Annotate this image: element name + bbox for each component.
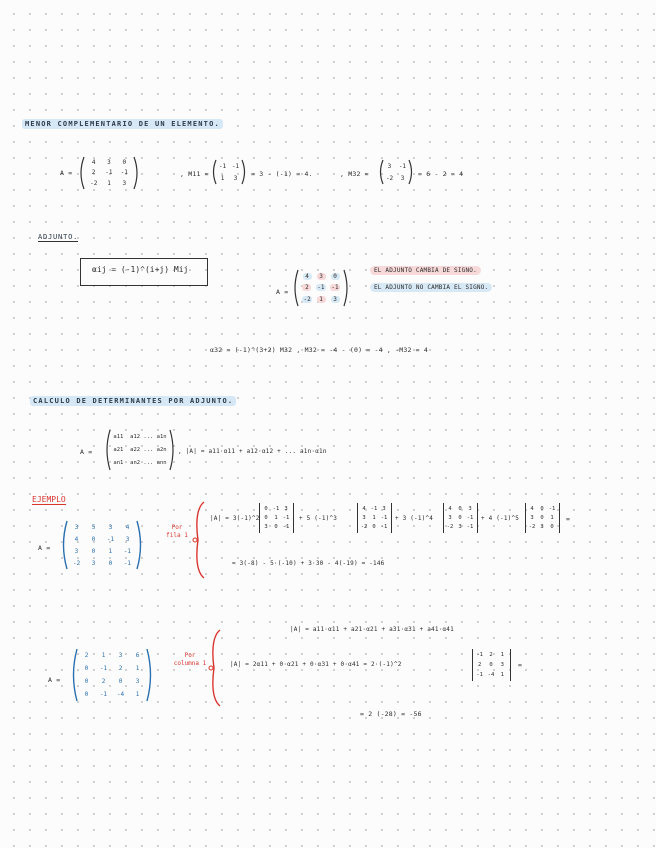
matrix-row <box>359 515 389 521</box>
matrix-cell: 0 <box>372 524 376 531</box>
matrix-cell: 3 <box>284 505 288 512</box>
matrix-cell: 1 <box>220 174 225 182</box>
matrix-cell: -2 <box>446 524 454 531</box>
matrix-cell: 3 <box>387 162 392 170</box>
matrix-row <box>359 524 389 530</box>
ejemplo2-a-label: A = <box>48 676 61 684</box>
matrix-cell: 3 <box>540 524 544 531</box>
matrix-cell: -4 <box>487 672 495 678</box>
matrix-cell: 3 <box>74 547 79 555</box>
matrix-row <box>300 284 342 291</box>
adjunto-a-label: A = <box>276 288 289 296</box>
matrix-cell: 3 <box>362 514 366 521</box>
matrix-cell: 3 <box>74 523 79 531</box>
matrix-cell: 1 <box>274 514 278 521</box>
matrix-cell: 1 <box>135 665 140 672</box>
det-bar <box>559 503 560 533</box>
ejemplo-plus-1: + 5 (-1)^3 <box>299 515 338 522</box>
matrix-row <box>78 678 146 685</box>
matrix-row <box>474 672 508 678</box>
matrix-cell: -2 <box>90 180 98 188</box>
matrix-row <box>527 515 557 521</box>
matrix-cell: 3 <box>400 174 405 182</box>
matrix-cell: -1 <box>99 665 108 672</box>
det-bar <box>293 503 294 533</box>
matrix-cell: 3 <box>122 180 127 188</box>
matrix-cell: 4 <box>362 505 366 512</box>
matrix-cell: an2 ... ann <box>130 460 167 467</box>
section-title-menor: MENOR COMPLEMENTARIO DE UN ELEMENTO. <box>22 119 223 129</box>
matrix-cell: -1 <box>476 652 483 658</box>
matrix-row <box>78 652 146 659</box>
matrix-cell: 1 <box>135 691 140 698</box>
matrix-cell: -1 <box>106 535 115 543</box>
matrix-row <box>445 506 475 512</box>
m32-label: , M32 = <box>340 170 369 178</box>
matrix-row <box>300 273 342 280</box>
det-bar <box>510 649 511 681</box>
matrix-cell: 3 <box>118 652 123 659</box>
matrix-cell: 0 <box>458 505 462 512</box>
sign-cell: -1 <box>317 284 325 292</box>
section-title-adjunto: ADJUNTO. <box>38 233 79 241</box>
sign-cell: 0 <box>331 273 340 280</box>
matrix-row <box>445 524 475 530</box>
matrix-cell: -1 <box>272 505 280 512</box>
sign-cell: 1 <box>317 296 326 303</box>
matrix-cell: -1 <box>548 505 556 512</box>
matrix-row <box>474 662 508 668</box>
det-bar <box>443 503 444 533</box>
matrix-cell: 0 <box>122 158 127 166</box>
matrix-cell: 4 <box>530 505 534 512</box>
matrix-cell: -1 <box>398 162 407 170</box>
matrix-row <box>383 175 409 182</box>
matrix-cell: 4 <box>91 158 96 166</box>
ejemplo2-general: |A| = a11·α11 + a21·α21 + a31·α31 + a41·α41 <box>290 626 454 633</box>
matrix-cell: 1 <box>550 514 554 521</box>
matrix-cell: 0 <box>91 535 96 543</box>
matrix-cell: -1 <box>380 524 388 531</box>
matrix-cell: -1 <box>99 691 108 698</box>
matrix-cell: 0 <box>84 691 89 698</box>
matrix-cell: 2 <box>91 169 96 177</box>
m11-matrix <box>216 160 242 184</box>
matrix-row <box>78 691 146 698</box>
sign-cell: 4 <box>303 273 312 280</box>
matrix-row <box>86 159 132 166</box>
matrix-cell: 3 <box>125 535 130 543</box>
matrix-cell: 3 <box>500 662 504 668</box>
ejemplo2-tail: = <box>518 661 523 669</box>
matrix-cell: an1 <box>113 460 124 467</box>
matrix-cell: 0 <box>118 678 123 685</box>
matrix-row <box>86 180 132 187</box>
ejemplo-a-label: A = <box>38 544 51 552</box>
section-title-calculo: CALCULO DE DETERMINANTES POR ADJUNTO. <box>30 396 236 406</box>
matrix-cell: 1 <box>101 652 106 659</box>
matrix-cell: 4 <box>125 523 130 531</box>
matrix-cell: -1 <box>282 514 290 521</box>
ejemplo-plus-3: + 4 (-1)^5 <box>481 515 520 522</box>
ejemplo-matrix <box>68 521 136 569</box>
matrix-cell: 2 <box>489 652 493 658</box>
matrix-row <box>68 560 136 567</box>
matrix-cell: -1 <box>218 162 227 170</box>
matrix-cell: 1 <box>372 514 376 521</box>
matrix-cell: 3 <box>108 523 113 531</box>
matrix-cell: -1 <box>380 514 388 521</box>
matrix-row <box>110 434 170 440</box>
matrix-cell: -1 <box>123 559 132 567</box>
matrix-row <box>359 506 389 512</box>
matrix-cell: -4 <box>116 691 125 698</box>
matrix-row <box>527 524 557 530</box>
matrix-cell: -1 <box>282 524 290 531</box>
matrix-row <box>261 524 291 530</box>
calculo-a-label: A = <box>80 448 93 456</box>
matrix-cell: a21 <box>113 446 124 453</box>
matrix-cell: 3 <box>468 505 472 512</box>
ejemplo2-brace <box>206 628 222 708</box>
matrix-row <box>86 169 132 176</box>
adjunto-sign-matrix <box>300 271 342 305</box>
ejemplo-annotation: Por fila 1 <box>166 524 188 539</box>
matrix-row <box>216 175 242 182</box>
ejemplo-minor-2 <box>359 504 389 532</box>
ejemplo-result: = 3(-8) - 5·(-10) + 3·30 - 4(-19) = -146 <box>232 560 385 567</box>
matrix-cell: 1 <box>500 652 504 658</box>
matrix-row <box>216 163 242 170</box>
sign-cell: -1 <box>331 284 339 292</box>
matrix-cell: 3 <box>91 559 96 567</box>
matrix-cell: 0 <box>458 514 462 521</box>
matrix-cell: 0 <box>550 524 554 531</box>
matrix-cell: 2 <box>118 665 123 672</box>
matrix-cell: 0 <box>264 505 268 512</box>
matrix-a-label: A = <box>60 169 73 177</box>
matrix-cell: -1 <box>466 514 474 521</box>
ejemplo-plus-2: + 3 (-1)^4 <box>395 515 434 522</box>
matrix-a-menor <box>86 157 132 189</box>
sign-cell: -2 <box>303 295 311 303</box>
matrix-row <box>68 524 136 531</box>
m32-matrix <box>383 160 409 184</box>
matrix-cell: 6 <box>135 652 140 659</box>
ejemplo2-result: = 2 (-28) = -56 <box>360 710 422 718</box>
det-bar <box>259 503 260 533</box>
ejemplo2-annotation: Por columna 1 <box>173 652 207 667</box>
det-bar <box>477 503 478 533</box>
ejemplo2-matrix <box>78 649 146 701</box>
matrix-cell: 0 <box>91 547 96 555</box>
matrix-cell: 1 <box>500 672 504 678</box>
matrix-row <box>383 163 409 170</box>
ejemplo-minor-4 <box>527 504 557 532</box>
sign-cell: 3 <box>317 273 326 280</box>
adjunto-example: α32 = (-1)^(3+2) M32 , M32 = -4 - (0) = -4 , -M32 = 4 <box>210 346 429 354</box>
adjunto-formula: αij = (-1)^(i+j) Mij <box>92 265 189 274</box>
section-title-ejemplo: EJEMPLO <box>32 495 66 504</box>
matrix-cell: -2 <box>528 524 536 531</box>
det-bar <box>472 649 473 681</box>
matrix-cell: -2 <box>360 524 368 531</box>
matrix-cell: 3 <box>530 514 534 521</box>
matrix-row <box>110 460 170 466</box>
matrix-cell: 0 <box>84 665 89 672</box>
matrix-cell: 0 <box>274 524 278 531</box>
matrix-cell: -1 <box>120 169 128 177</box>
det-bar <box>391 503 392 533</box>
matrix-cell: 3 <box>458 524 462 531</box>
m32-result: = 6 - 2 = 4 <box>418 170 464 178</box>
det-bar <box>525 503 526 533</box>
matrix-cell: a12 ... a1n <box>130 433 167 440</box>
matrix-cell: 5 <box>91 523 96 531</box>
ejemplo2-minor <box>474 650 508 680</box>
matrix-cell: 0 <box>84 678 89 685</box>
matrix-row <box>110 447 170 453</box>
matrix-row <box>474 652 508 658</box>
matrix-cell: -2 <box>385 174 394 182</box>
matrix-row <box>261 515 291 521</box>
sign-cell: 3 <box>331 296 340 303</box>
matrix-cell: 3 <box>233 174 238 182</box>
m11-label: , M11 = <box>180 170 209 178</box>
matrix-row <box>78 665 146 672</box>
ejemplo-brace <box>190 500 206 580</box>
ejemplo2-line: |A| = 2α11 + 0·α21 + 0·α31 + 0·α41 = 2·(-1)^2 <box>230 661 402 668</box>
matrix-cell: -1 <box>231 162 240 170</box>
m11-result: = 3 - (-1) = 4. <box>251 170 313 178</box>
matrix-cell: a11 <box>113 433 124 440</box>
matrix-cell: 0 <box>264 514 268 521</box>
matrix-cell: 3 <box>382 505 386 512</box>
sign-cell: 2 <box>302 284 311 291</box>
matrix-cell: -1 <box>466 524 474 531</box>
matrix-cell: -1 <box>105 169 113 177</box>
matrix-cell: -1 <box>123 547 132 555</box>
matrix-cell: -1 <box>370 505 378 512</box>
matrix-cell: 2 <box>478 662 482 668</box>
ejemplo-minor-3 <box>445 504 475 532</box>
matrix-cell: -1 <box>476 672 483 678</box>
matrix-cell: 2 <box>101 678 106 685</box>
matrix-cell: -2 <box>72 559 81 567</box>
matrix-cell: a22 ... a2n <box>130 446 167 453</box>
matrix-cell: 4 <box>74 535 79 543</box>
matrix-row <box>445 515 475 521</box>
calculo-matrix <box>110 430 170 470</box>
matrix-row <box>68 536 136 543</box>
matrix-cell: 0 <box>540 505 544 512</box>
matrix-cell: 3 <box>107 158 111 166</box>
matrix-cell: 3 <box>264 524 268 531</box>
matrix-cell: 3 <box>448 514 452 521</box>
matrix-row <box>261 506 291 512</box>
matrix-row <box>68 548 136 555</box>
note-red: EL ADJUNTO CAMBIA DE SIGNO. <box>370 266 481 275</box>
matrix-row <box>300 296 342 303</box>
matrix-cell: 3 <box>135 678 140 685</box>
matrix-cell: 0 <box>489 662 493 668</box>
matrix-cell: 0 <box>540 514 544 521</box>
matrix-row <box>527 506 557 512</box>
matrix-cell: 1 <box>108 547 113 555</box>
matrix-cell: 0 <box>108 559 113 567</box>
matrix-cell: 4 <box>448 505 452 512</box>
ejemplo-minor-1 <box>261 504 291 532</box>
ejemplo-tail: = <box>566 515 571 523</box>
calculo-expansion: , |A| = a11·α11 + a12·α12 + ... a1n·α1n <box>178 448 327 455</box>
matrix-cell: 2 <box>84 652 89 659</box>
det-bar <box>357 503 358 533</box>
note-blue: EL ADJUNTO NO CAMBIA EL SIGNO. <box>370 283 492 292</box>
matrix-cell: 1 <box>107 180 111 188</box>
ejemplo-formula-start: |A| = 3(-1)^2 <box>210 515 260 522</box>
